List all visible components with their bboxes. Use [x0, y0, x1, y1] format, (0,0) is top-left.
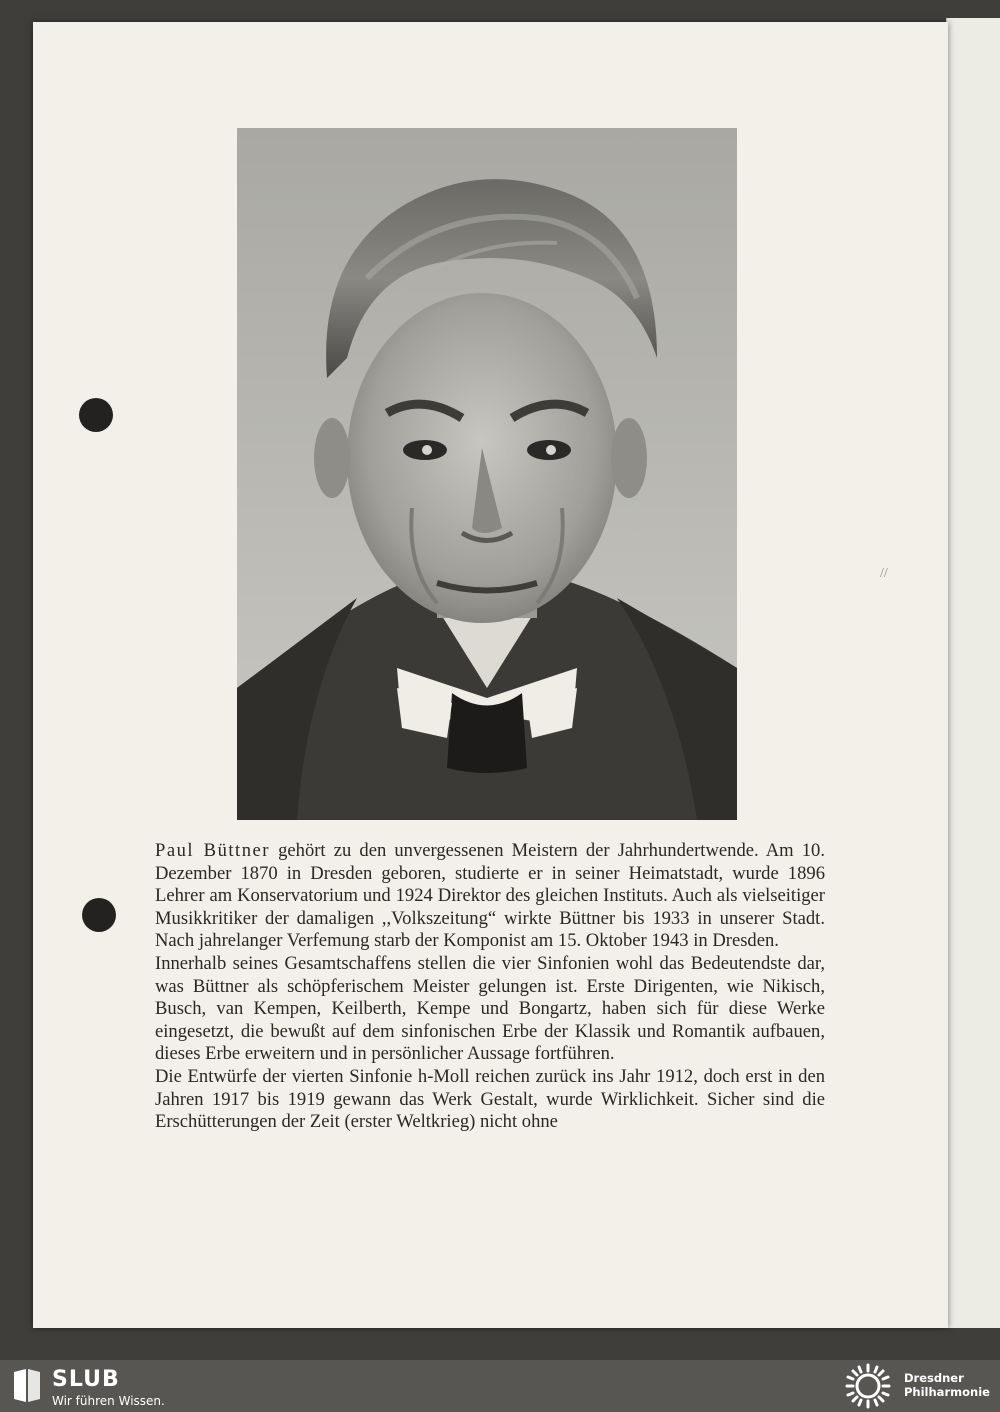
paragraph-3: Die Entwürfe der vierten Sinfonie h-Moll reichen zurück ins Jahr 1912, doch erst in den Jahren 1917 bis 1919 gewann das Werk Gestalt, wurde Wirklichkeit. Sicher sind die Erschütterungen der Zeit (erster Weltkrieg) nicht ohne [155, 1065, 825, 1133]
slub-book-icon [12, 1368, 42, 1404]
partner-name-line2: Philharmonie [904, 1385, 990, 1399]
philharmonie-sunburst-icon [842, 1363, 894, 1409]
composer-name: Paul Büttner [155, 840, 270, 861]
paragraph-1-text: gehört zu den unvergessenen Meistern der Jahrhundertwende. Am 10. Dezember 1870 in Dresden geboren, studierte er in seiner Heimatstadt, wurde 1896 Lehrer am Konservatorium und 1924 Direktor des gleichen Instituts. Auch als vielseitiger Musikkritiker der damaligen ,,Volkszeitung“ wirkte Büttner bis 1933 in unserer Stadt. Nach jahrelanger Verfemung starb der Komponist am 15. Oktober 1943 in Dresden. [155, 840, 826, 952]
library-name: SLUB [52, 1367, 120, 1392]
partner-name-line1: Dresdner [904, 1371, 964, 1385]
paragraph-1 [155, 840, 825, 953]
adjacent-page-edge [946, 18, 1000, 1328]
punch-hole-bottom [82, 898, 116, 932]
article-body [155, 840, 825, 1134]
viewer-footer [0, 1360, 1000, 1412]
margin-mark: // [880, 566, 888, 581]
portrait-photo [237, 128, 737, 820]
paragraph-2: Innerhalb seines Gesamtschaffens stellen die vier Sinfonien wohl das Bedeutendste dar, was Büttner als schöpferischem Meister gelungen ist. Erste Dirigenten, wie Nikisch, Busch, van Kempen, Keilberth, Kempe und Bongartz, haben sich für diese Werke eingesetzt, die bewußt auf dem sinfonischen Erbe der Klassik und Romantik aufbauen, dieses Erbe erweitern und in persönlicher Aussage fortführen. [155, 952, 825, 1065]
library-tagline: Wir führen Wissen. [52, 1394, 165, 1408]
punch-hole-top [79, 398, 113, 432]
